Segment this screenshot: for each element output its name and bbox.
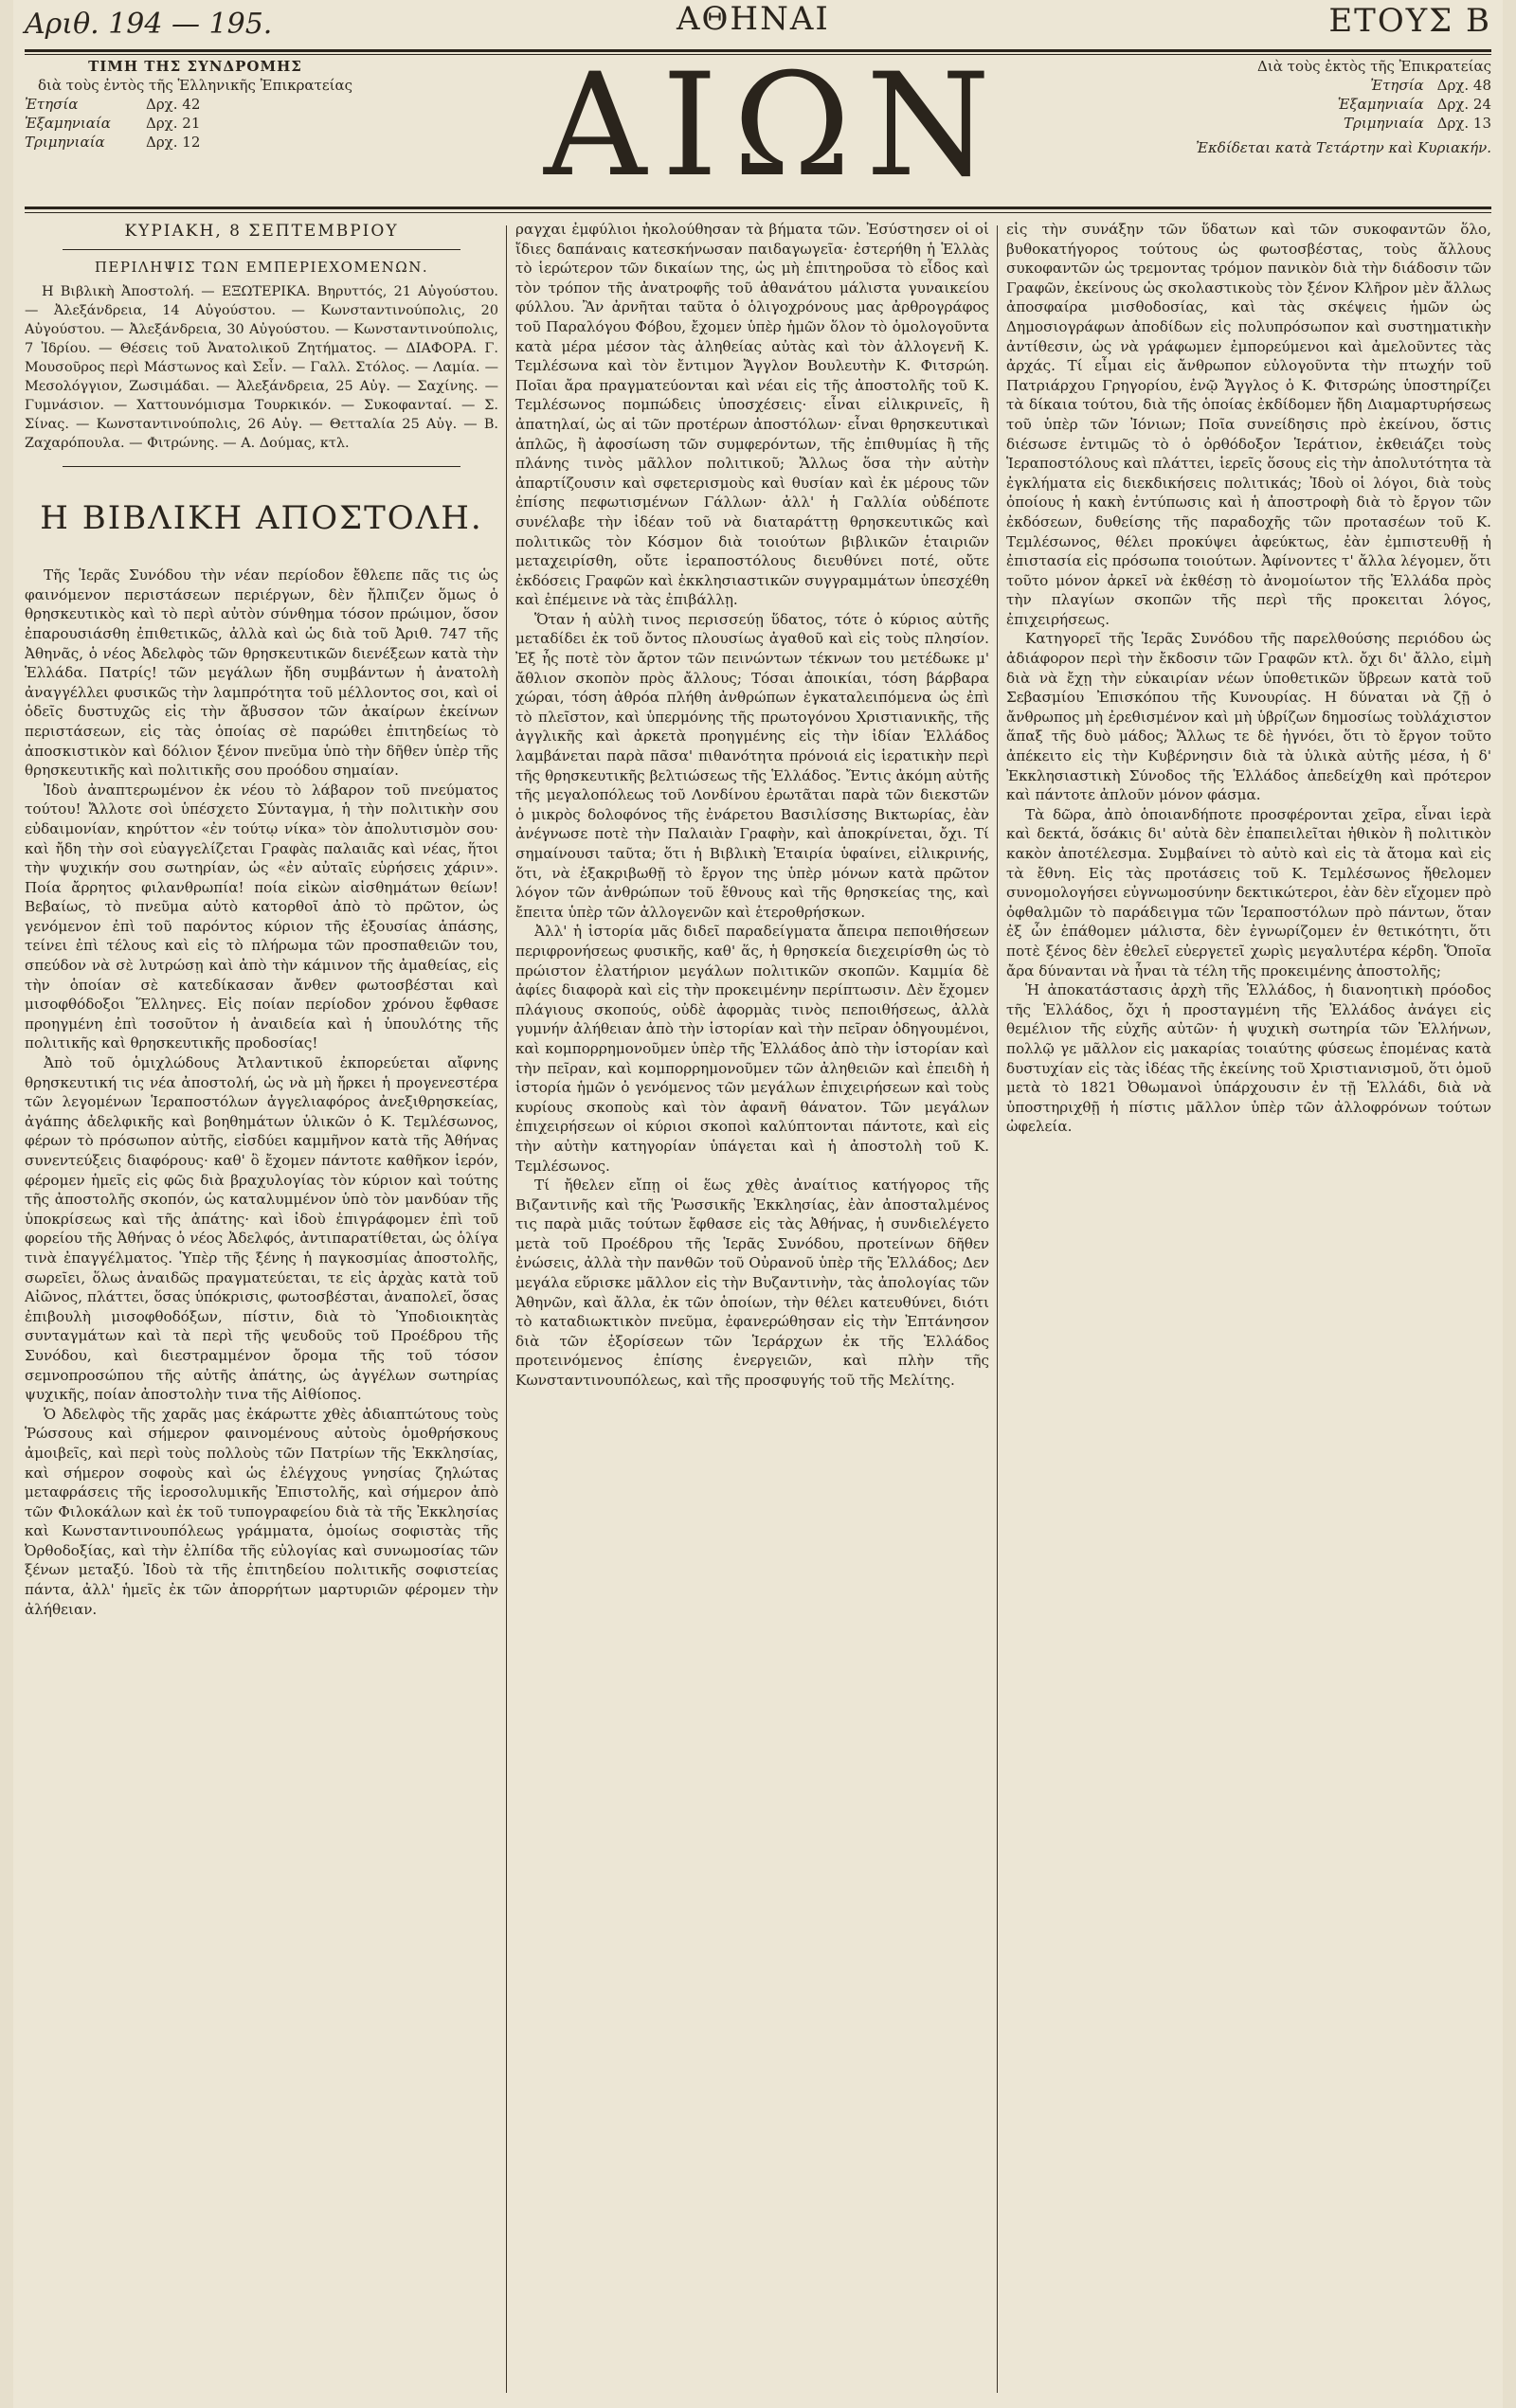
divider xyxy=(63,466,460,467)
paragraph: εἰς τὴν συνάξην τῶν ὕδατων καὶ τῶν συκοφαντῶν ὅλο, βυθοκατήγορος τούτους ὡς φωτοσβέστας, τοὺς ἄλλους συκοφαντῶν ὡς τρεμοντας τρόμον πανικὸν διὰ τὴν διάδοσιν τῶν Γραφῶν, ἐκείνους ὡς σκολαστικοὺς τὸν ξένον Κλῆρον μὲν ἄλλως ἀποσφαίρα μισθοδοσίας, καὶ τὰς σκέψεις ἡμῶν ὡς Δημοσιογράφων ἀποδίδων εἰς πολυπρόσωπον καὶ συστηματικὴν ἀντίθεσιν, ὡς νὰ γράφωμεν ἐμπορεύμενοι καὶ ἀμελοῦντες τὰς ἀρχάς. Τί εἶμαι εἰς ἄνθρωπον εὐλογοῦντα τὴν πτωχήν τοῦ Πατριάρχου Γρηγορίου, ἐνῷ Ἄγγλος ὁ Κ. Φιτσρώης ὑποστηρίζει τὰ δίκαια τούτου, διὰ τῆς ὁποίας ἐκδίδομεν ἤδη Διαμαρτυρήσεως τοῦ ὑπὲρ τῶν Ἰόνιων; Ποῖα συνείδησις πρὸ ἐκείνου, ὅστις διέσωσε ἐντιμῶς τὸ ὁ ὀρθόδοξον Ἱεράτιον, ἐκθειάζει τοὺς Ἱεραποστόλους καὶ πλάττει, ἱερεῖς ὅσους εἰς τὴν ἀπολυτότητα τὰ ἐγκλήματα εἰς διεκδικήσεις πολιτικάς; Ἰδοὺ οἱ λόγοι, διὰ τοὺς ὁποίους ἡ κακὴ ἐντύπωσις καὶ ἡ ἀποστροφὴ διὰ τὸ ἔργον τῶν ἐκδόσεων, δυθείσης τῆς παραδοχῆς τῶν προτασέων τοῦ Κ. Τεμλέσωνος, θέλει προκύψει ἀφεύκτως, ἐὰν ἐμπιστευθῇ ἡ ἐπιστασία εἰς πρόσωπα τοιούτων. Ἀφίνοντες τ' ἄλλα λέγομεν, ὅτι τοῦτο μόνον ἀρκεῖ νὰ ἐκθέσῃ τὸ ἀνομοίωτον τῆς Ἑλλάδα πρὸς τὴν πλαγίων σκοπῶν τῆς περὶ τῆς προκειται λόγος, ἐπιχειρήσεως. xyxy=(1006,221,1491,628)
newspaper-title: ΑΙΩΝ xyxy=(544,44,1006,208)
contents-summary: Η Βιβλικὴ Ἀποστολή. — ΕΞΩΤΕΡΙΚΑ. Βηρυττός, 21 Αὐγούστου. — Ἀλεξάνδρεια, 14 Αὐγούστου. — Κωνσταντινούπολις, 20 Αὐγούστου. — Ἀλεξάνδρεια, 30 Αὐγούστου. — Κωνσταντινούπολις, 7 Ἰδρίου. — Θέσεις τοῦ Ἀνατολικοῦ Ζητήματος. — ΔΙΑΦΟΡΑ. Γ. Μουσοῦρος περὶ Μάστωνος καὶ Σεἶν. — Γαλλ. Στόλος. — Λαμία. — Μεσολόγγιον, Ζωσιμάδαι. — Ἀλεξάνδρεια, 25 Αὐγ. — Σαχίνης. — Γυμνάσιον. — Χαττουνόμισμα Τουρκικόν. — Συκοφανταί. — Σ. Σίνας. — Κωνσταντινούπολις, 26 Αὐγ. — Θετταλία 25 Αὐγ. — Β. Ζαχαρόπουλα. — Φιτρώνης. — Α. Δούμας, κτλ. xyxy=(25,284,498,452)
city-name: ΑΘΗΝΑΙ xyxy=(677,0,830,38)
column-1 xyxy=(25,220,498,2399)
newspaper-page xyxy=(13,0,1503,2408)
article-title: Η ΒΙΒΛΙΚΗ ΑΠΟΣΤΟΛΗ. xyxy=(40,499,483,538)
year-label: ΕΤΟΥΣ Β xyxy=(1328,2,1491,40)
subscription-foreign-heading: Διὰ τοὺς ἐκτὸς τῆς Ἐπικρατείας xyxy=(1257,58,1491,75)
paragraph: Τῆς Ἱερᾶς Συνόδου τὴν νέαν περίοδον ἔθλεπε πᾶς τις ὡς φαινόμενον περιστάσεων περιέργων, δὲν ἤλπιζεν ὅμως ὁ θρησκευτικὸς καὶ τὸ περὶ αὐτὸν σύνθημα τόσον πρώιμον, ὅσον ἐπαρουσιάσθη ἐπιθετικῶς, ἀλλὰ καὶ ὡς διὰ τοῦ Ἀριθ. 747 τῆς Ἀθηνᾶς, ὁ νέος Ἀδελφὸς τῶν θρησκευτικῶν διενέξεων κατὰ τὴν Ἑλλάδα. Πατρίς! τῶν μεγάλων ἤδη συμβάντων ἡ ἀνατολὴ ἀναγγέλλει φυσικῶς τὴν λαμπρότητα τοῦ μέλλοντος σοι, καὶ οἱ ὁδεῖς δυστυχῶς εἰς τὴν ἄβυσσον τῶν ἀκαίρων ἐκείνων περιστάσεων, εἰς τὰς ὁποίας σὲ παρώθει ἐπιτηδείως τὸ ἀποσκιστικὸν καὶ δόλιον ξένον πνεῦμα ὑπὸ τὴν δῆθεν ὑπὲρ τῆς θρησκευτικῆς καὶ πολιτικῆς σου προόδου σημαίαν. xyxy=(25,566,498,780)
masthead-rule xyxy=(25,207,1491,209)
paragraph: Ἀπὸ τοῦ ὁμιχλώδους Ἀτλαντικοῦ ἐκπορεύεται αἴφνης θρησκευτική τις νέα ἀποστολή, ὡς νὰ μὴ ἤρκει ἡ προγενεστέρα τῶν λεγομένων Ἱεραποστόλων ἀγγελιαφόρος ἀνεξιθρησκείας, ἀγάπης ἀδελφικῆς καὶ βοηθημάτων ὑλικῶν ὁ Κ. Τεμλέσωνος, φέρων τὸ πρόσωπον αὐτῆς, εἰσδύει καμμῆνον κατὰ τῆς Ἀθήνας συνεντεύξεις διαφόρους· καθ' ὃ ἔχομεν πάντοτε καθῆκον ἱερόν, φέρομεν ἡμεῖς εἰς φῶς διὰ βραχυλογίας τὸν κύριον καὶ τούτης τῆς ἀποστολῆς σκοπόν, ὡς καταλυμμένον ὑπὸ τὸν μανδύαν τῆς ὑποκρίσεως καὶ τῆς ἀπάτης· καὶ ἰδοὺ ἐπιγράφομεν ἐπὶ τοῦ φορείου τῆς Ἀθήνας ὁ νέος Ἀδελφός, ἀντιπαρατίθεται, ὡς ὁλίγα τινὰ ἐπαγγέλματος. Ὑπὲρ τῆς ξένης ἡ παγκοσμίας ἀποστολῆς, σωρεῖει, ὅλως ἀναιδῶς πραγματεύεται, τε εἰς ἀρχὰς κατὰ τοῦ Αἰῶνος, πλάττει, ὅσας ὑπόκρισις, φωτοσβέσται, ἀναπολεῖ, ὅσας ἐπιβουλὴ μισοφθοδόξων, πίστιν, διὰ τὸ Ὑποδιοικητὰς συνταγμάτων καὶ τὰ περὶ τῆς ψευδοῦς τοῦ Προέδρου τῆς Συνόδου, καὶ διεστραμμένον ὄρομα τῆς τοῦ τόσον σεμνοπροσώπου τῆς αὐτῆς ἀπάτης, ὡς ἀγγέλων σωτηρίας ψυχικῆς, ποίαν ἀποστολὴν τινα τῆς Αἰθίοπος. xyxy=(25,1054,498,1404)
column-divider xyxy=(997,225,998,2393)
paragraph: Ἡ ἀποκατάστασις ἀρχὴ τῆς Ἑλλάδος, ἡ διανοητικὴ πρόοδος τῆς Ἑλλάδος, ὄχι ἡ προσταγμένη τῆς Ἑλλάδος ἀνάγει εἰς θεμέλιον τῆς εὐχῆς αὐτῶν· ἡ ψυχικὴ σωτηρία τῶν Ἑλλήνων, πολλῷ γε μᾶλλον εἰς μακαρίας τοιαύτης φύσεως ἐπομένας κατὰ δυστυχίαν εἰς τὰς ἰδέας τῆς ἐκείνης τοῦ Χριστιανισμοῦ, ὅτι ὁμοῦ μετὰ τὸ 1821 Ὀθωμανοὶ ὑπάρχουσιν ἐν τῇ Ἑλλάδι, διὰ νὰ ὑποστηριχθῇ ἡ πίστις μᾶλλον ὑπὲρ τῶν ἀλλοφρόνων τούτων ὠφελεία. xyxy=(1006,981,1491,1136)
paragraph: Ὁ Ἀδελφὸς τῆς χαρᾶς μας ἐκάρωττε χθὲς ἀδιαπτώτους τοὺς Ῥώσσους καὶ σήμερον φαινομένους αὐτοὺς ὁμοθρήσκους ἀμοιβεῖς, καὶ περὶ τοὺς πολλοὺς τῶν Πατρίων τῆς Ἐκκλησίας, καὶ σήμερον σοφοὺς καὶ ὡς ἐλέγχους γνησίας ζηλώτας μεταφράσεις τῆς ἱεροσολυμικῆς Ἐπιστολῆς, καὶ σήμερον ἀπὸ τῶν Φιλοκάλων καὶ ἐκ τοῦ τυπογραφείου διὰ τὰ τῆς Ἐκκλησίας καὶ Κωνσταντινουπόλεως γράμματα, ὁμοίως σοφιστὰς τῆς Ὀρθοδοξίας, καὶ τὴν ἐλπίδα τῆς εὐλογίας καὶ συνωμοσίας τῶν ξένων μεταξύ. Ἰδοὺ τὰ τῆς ἐπιτηδείου πολιτικῆς σοφιστείας πάντα, ἀλλ' ἡμεῖς ἐκ τῶν ἀπορρήτων μαρτυριῶν φέρομεν τὴν ἀλήθειαν. xyxy=(25,1405,498,1618)
paragraph: ραγχαι ἐμφύλιοι ἠκολούθησαν τὰ βήματα τῶν. Ἐσύστησεν οἱ οἱ ἴδιες δαπάναις κατεσκήνωσαν παιδαγωγεῖα· ἐστερήθη ἡ Ἑλλὰς τὸ ἱερώτερον τῶν δικαίων της, ὡς μὴ ἐπιτηροῦσα τὸ εἶδος καὶ τὸν τρόπον τῆς ἀνατροφῆς τοῦ ἀθανάτου μάλιστα γυναικείου φύλλου. Ἂν ἀρνῆται ταῦτα ὁ ὁλιγοχρόνους μας ἀρθρογράφος τοῦ Παραλόγου Φόβου, ἔχομεν ὑπὲρ ἡμῶν ὅλον τὸ ὁμολογοῦντα κατὰ μέρα μέσον τὰς ἀληθείας αὐτὰς καὶ τὸν ἀλλογενῆ Κ. Τεμλέσωνα καὶ τὸν ἔντιμον Ἄγγλον Βουλευτὴν Κ. Φιτσρώη. Ποῖαι ἄρα πραγματεύονται καὶ νέαι εἰς τῆς ἀποστολῆς τοῦ Κ. Τεμλέσωνος πομπώδεις ὑποσχέσεις· εἶναι εἰλικρινεῖς, ἢ ἀπατηλαί, ὡς αἱ τῶν προτέρων ἀποστόλων· εἶναι θρησκευτικαὶ ἁπλῶς, ἢ ἀφοσίωση τῶν συμφερόντων, τῆς ἐπιθυμίας ἢ τῆς πλάνης τινὸς μᾶλλον πολιτικοῦ; Ἄλλως ὅσα τὴν αὐτὴν ἀπαρτίζουσιν καὶ σφετερισμοὺς καὶ θυσίαν καὶ ἐκ μέρους τῶν ἐπίσης πεφωτισμένων Γάλλων· ἀλλ' ἡ Γαλλία οὐδέποτε συνέλαβε τὴν ἰδέαν τοῦ νὰ διαταράττῃ θρησκευτικῶς καὶ πολιτικῶς τὸν Κόσμον διὰ τοιούτων βιβλικῶν ἑταιριῶν μεταχειρίσθη, οὔτε ἱεραποστόλους διευθύνει ποτέ, οὔτε ἐκδόσεις Γραφῶν καὶ ἐκκλησιαστικῶν συγγραμμάτων ὑπεσχέθη καὶ ἐπέμεινε νὰ τὰς ἐπιβάλλῃ. xyxy=(515,221,989,609)
paragraph: Τί ἤθελεν εἴπῃ οἱ ἕως χθὲς ἀναίτιος κατήγορος τῆς Βιζαντινῆς καὶ τῆς Ῥωσσικῆς Ἐκκλησίας, ἐὰν ἀποσταλμένος τις παρὰ μιᾶς τούτων ἔφθασε εἰς τὰς Ἀθήνας, ἡ συνδιελέγετο μετὰ τοῦ Προέδρου τῆς Ἱερᾶς Συνόδου, προτείνων δῆθεν ἐνώσεις, ἀλλὰ τὴν πανθῶν τοῦ Οὐρανοῦ ὑπὲρ τῆς Ἑλλάδος; Δεν μεγάλα εὕρισκε μᾶλλον εἰς τὴν Βυζαντινὴν, τὰς ἀπολογίας τῶν Ἀθηνῶν, καὶ ἄλλα, ἐκ τῶν ὁποίων, τὴν θέλει κατευθύνει, διότι τὸ καταδιωκτικὸν πνεῦμα, ἐφανερώθησαν εἰς τὴν Ἐπτάνησον διὰ τῶν ἐξορίσεων τῶν Ἱεράρχων ἐκ τῆς Ἑλλάδος προτεινόμενος ἐπίσης ἐνεργειῶν, καὶ πλὴν τῆς Κωνσταντινουπόλεως, καὶ τῆς προσφυγής τοῦ τῆς Μελίτης. xyxy=(515,1177,989,1390)
price-row: Ἐτησία Δρχ. 42 xyxy=(25,96,201,113)
price-row: Ἑξαμηνιαία Δρχ. 24 xyxy=(1337,96,1491,113)
subscription-domestic xyxy=(25,57,366,152)
subscription-foreign xyxy=(1179,57,1491,157)
paragraph: Ἰδοὺ ἀναπτερωμένον ἐκ νέου τὸ λάβαρον τοῦ πνεύματος τούτου! Ἄλλοτε σοὶ ὑπέσχετο Σύνταγμα, ἡ τὴν πολιτικὴν σου εὐδαιμονίαν, κηρύττον «ἐν τούτῳ νίκα» τὸν ἀπολυτισμὸν σου· καὶ ἤδη τὴν σοὶ εὐαγγελίζεται Γραφὰς παλαιᾶς καὶ νέας, ἥτοι τὴν ψυχικήν σου σωτηρίαν, ὡς «ἐν αὐταῖς εὑρήσεις χάριν». Ποία ἄρρητος φιλανθρωπία! ποία εἰκὼν αἰσθημάτων θείων! Βεβαίως, τὸ πνεῦμα αὐτὸ κατορθοῖ ἀπὸ τὸ πρῶτον, ὡς γενόμενον ἐπὶ τοῦ παρόντος κύριον τῆς ἐξουσίας ἁπάσης, τείνει ἐπὶ τέλους καὶ εἰς τὸ πλήρωμα τῶν προσπαθειῶν του, σπεύδον νὰ σὲ λυτρώσῃ καὶ ἀπὸ τὴν κάμινον τῆς ἀμαθείας, εἰς τὴν ὁποίαν σὲ κατεδίκασαν ἄνθεν φωτοσβέσται καὶ μισοφθόδοξοι Ἕλληνες. Εἰς ποίαν περίοδον χρόνου ἔφθασε προηγμένη ἐπὶ τοσοῦτον ἡ ἀναιδεία καὶ ἡ ὑπουλότης τῆς πολιτικῆς καὶ θρησκευτικῆς προδοσίας! xyxy=(25,781,498,1052)
article-columns xyxy=(25,220,1491,2399)
column-3 xyxy=(1006,220,1491,2399)
issue-number: Αριθ. 194 — 195. xyxy=(25,8,273,41)
masthead-rule-thin xyxy=(25,212,1491,213)
column-divider xyxy=(506,225,507,2393)
paragraph: Ἀλλ' ἡ ἱστορία μᾶς διδεῖ παραδείγματα ἄπειρα πεποιθήσεων περιφρονήσεως φυσικῆς, καθ' ἅς, ἡ θρησκεία διεχειρίσθη ὡς τὸ πρώιστον ἐλατήριον μεγάλων πολιτικῶν σκοπῶν. Καμμία δὲ ἀφίες διαφορὰ καὶ εἰς τὴν προκειμένην περίπτωσιν. Δὲν ἔχομεν πλάγιους σκοπούς, οὐδὲ ἀφορμὰς τινὸς πεποιθήσεως, ἀλλὰ γυμνήν ἀλήθειαν ἀπὸ τὴν ἱστορίαν καὶ τὴν πεῖραν ὁδηγουμένοι, καὶ κομπορρημονοῦμεν ὑπὲρ τῆς Ἑλλάδος ἀπὸ τὴν ἱστορίαν καὶ τὴν πεῖραν, καὶ κομπορρημονοῦμεν τῶν ἀληθειῶν καὶ ἐπειδὴ ἡ ἱστορία ἡμῶν ὁ γενόμενος τῶν μεγάλων ἐπιχειρήσεων καὶ τοὺς κυρίους σκοποὺς καὶ τὸν ἀφανῆ θάνατον. Τῶν μεγάλων ἐπιχειρήσεων οἱ κύριοι σκοποὶ καλύπτονται πάντοτε, καὶ εἰς τὴν αὐτὴν κατηγορίαν ὑπάγεται καὶ ἡ ἀποστολὴ τοῦ Κ. Τεμλέσωνος. xyxy=(515,923,989,1175)
price-row: Τριμηνιαία Δρχ. 13 xyxy=(1344,115,1491,132)
subscription-subheading: διὰ τοὺς ἐντὸς τῆς Ἑλληνικῆς Ἐπικρατείας xyxy=(37,77,353,94)
contents-heading: ΠΕΡΙΛΗΨΙΣ ΤΩΝ ΕΜΠΕΡΙΕΧΟΜΕΝΩΝ. xyxy=(94,258,429,276)
column-2 xyxy=(515,220,989,2399)
price-row: Τριμηνιαία Δρχ. 12 xyxy=(25,134,201,151)
masthead xyxy=(13,0,1503,220)
paragraph: Ὅταν ἡ αὐλὴ τινος περισσεύῃ ὕδατος, τότε ὁ κύριος αὐτῆς μεταδίδει ἐκ τοῦ ὄντος πλουσίως ἀγαθοῦ καὶ εἰς τοὺς πλησίον. Ἐξ ἧς ποτὲ τὸν ἄρτον τῶν πεινώντων τέκνων του μετέδωκε μ' ἄθλιον σκοπὸν πρὸς ἄλλους; Τόσαι ἀποικίαι, τόση βάρβαρα χώραι, τόση ἀθρόα πλήθη ἀνθρώπων ἐγκαταλειπόμενα ὡς ἐπὶ τὸ πλεῖστον, καὶ ὑπερμόνης τῆς πρωτογόνου Χριστιανικῆς, τῆς ἀγγλικῆς καὶ ἀρκετὰ προηγμένης εἰς τὴν ἰδίαν Ἑλλάδος λαμβάνεται παρὰ πᾶσα' πιθανότητα πρόνοιά εἰς ἱερατικὴν περὶ τῆς θρησκευτικῆς βελτιώσεως τῆς Ἑλλάδος. Ἔντις ἀκόμη αὐτῆς τῆς μεγαλοπόλεως τοῦ Λονδίνου ἐρωτᾶται παρὰ τῶν διεκστῶν ὁ μικρὸς δολοφόνος τῆς ἐνάρετου Βασιλίσσης Βικτωρίας, ἐὰν ἀνέγνωσε ποτὲ τὴν Παλαιὰν Γραφὴν, καὶ ἀποκρίνεται, ὄχι. Τί σημαίνουσι ταῦτα; ὅτι ἡ Βιβλικὴ Ἑταιρία ὑφαίνει, εἰλικρινής, ὅτι, νὰ ἐξακριβωθῇ τὸ ἔργον της ὑπὲρ μόνων κατὰ πρῶτον λόγον τῶν ἀνθρώπων τοῦ ἔθνους καὶ τῆς θρησκείας της, καὶ ἔπειτα ὑπὲρ τῶν ἀλλογενῶν καὶ ἑτεροθρήσκων. xyxy=(515,610,989,921)
divider xyxy=(63,249,460,250)
subscription-heading: ΤΙΜΗ ΤΗΣ ΣΥΝΔΡΟΜΗΣ xyxy=(88,58,302,75)
issue-date: ΚΥΡΙΑΚΗ, 8 ΣΕΠΤΕΜΒΡΙΟΥ xyxy=(124,222,399,241)
price-row: Ἑξαμηνιαία Δρχ. 21 xyxy=(25,115,201,132)
paragraph: Τὰ δῶρα, ἀπὸ ὁποιανδήποτε προσφέρονται χεῖρα, εἶναι ἱερὰ καὶ δεκτά, ὅσάκις δι' αὐτὰ δὲν ἐπαπειλεῖται ἠθικὸν ἢ πολιτικὸν κακὸν ἀποτέλεσμα. Συμβαίνει τὸ αὐτὸ καὶ εἰς τὰ ἄτομα καὶ εἰς τὰ ἔθνη. Εἰς τὰς προτάσεις τοῦ Κ. Τεμλέσωνος ἤθελομεν συνομολογήσει εὐγνωμοσύνην δεκτικώτεροι, ἐὰν δὲν εἴχομεν πρὸ ὀφθαλμῶν τὸ παράδειγμα τῶν Ἱεραποστόλων πρὸ πάντων, ὅταν ἐξ ὧν ἐπάθομεν μάλιστα, δὲν ἐγνωρίζομεν ἐν θετικότητι, ὅτι ποτὲ ξένος δὲν ἐθελεῖ εὐεργετεῖ χωρὶς μεγαλυτέρα κέρδη. Ὅποῖα ἄρα δύνανται νὰ ἦναι τὰ τέλη τῆς προκειμένης ἀποστολῆς; xyxy=(1006,805,1491,979)
publication-note: Ἐκδίδεται κατὰ Τετάρτην καὶ Κυριακήν. xyxy=(1196,139,1491,156)
price-row: Ἐτησία Δρχ. 48 xyxy=(1370,77,1491,94)
paragraph: Κατηγορεῖ τῆς Ἱερᾶς Συνόδου τῆς παρελθούσης περιόδου ὡς ἀδιάφορον περὶ τὴν ἔκδοσιν τῶν Γραφῶν κτλ. ὄχι δι' ἄλλο, εἰμὴ διὰ νὰ ἔχῃ τὴν εὐκαιρίαν νέων ὑποθετικῶν ὕβρεων κατὰ τοῦ Σεβασμίου Ἐπισκόπου τῆς Κυνουρίας. Η δύναται νὰ ζῇ ὁ ἄνθρωπος μὴ ἐρεθισμένον καὶ μὴ ὑβρίζων δημοσίως τοὺλάχιστον ἅπαξ τῆς δυὸ μάδος; Ἄλλως τε δὲ ἠγνόει, ὅτι τὸ ἔργον τοῦτο ἀπέκειτο εἰς τὴν Κυβέρνησιν διὰ τὰ ὑλικὰ αὐτῆς μέσα, ἡ δ' Ἐκκλησιαστικὴ Σύνοδος τῆς Ἑλλάδος ἀπεδείχθη καὶ πρότερον καὶ πάντοτε ἀπλοῦν μόνον φάσμα. xyxy=(1006,630,1491,804)
